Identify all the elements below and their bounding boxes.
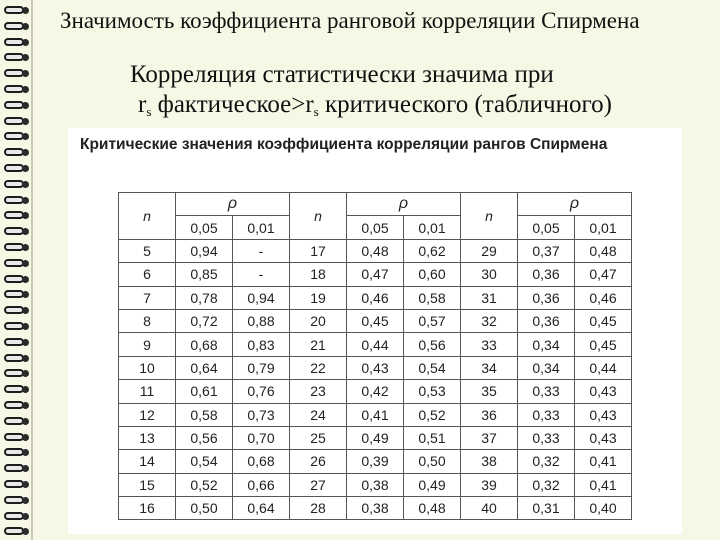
level-005: 0,05	[518, 216, 575, 239]
value-cell: 0,52	[404, 403, 461, 426]
value-cell: 0,56	[176, 426, 233, 449]
table-row	[119, 497, 632, 520]
binding-ring	[4, 383, 30, 397]
value-cell: 0,45	[575, 309, 632, 332]
value-cell: 0,54	[176, 450, 233, 473]
rho-header: ρ	[347, 193, 461, 216]
n-header: n	[461, 193, 518, 240]
n-cell: 16	[119, 497, 176, 520]
s-subscript: s	[146, 104, 152, 119]
n-cell: 22	[290, 356, 347, 379]
value-cell: 0,58	[176, 403, 233, 426]
value-cell: 0,78	[176, 286, 233, 309]
value-cell: 0,39	[347, 450, 404, 473]
n-cell: 18	[290, 263, 347, 286]
n-cell: 40	[461, 497, 518, 520]
table-row	[119, 286, 632, 309]
binding-ring	[4, 494, 30, 508]
value-cell: 0,33	[518, 426, 575, 449]
binding-ring	[4, 241, 30, 255]
table-row	[119, 380, 632, 403]
critical-values-table	[118, 192, 632, 520]
level-005: 0,05	[347, 216, 404, 239]
table-header-row	[119, 193, 632, 216]
binding-ring	[4, 4, 30, 18]
slide-title: Значимость коэффициента ранговой корреляции Спирмена	[60, 8, 640, 33]
value-cell: -	[233, 239, 290, 262]
binding-ring	[4, 130, 30, 144]
value-cell: 0,37	[518, 239, 575, 262]
value-cell: 0,34	[518, 333, 575, 356]
spiral-binding	[0, 0, 34, 540]
value-cell: 0,36	[518, 286, 575, 309]
value-cell: 0,83	[233, 333, 290, 356]
binding-ring	[4, 431, 30, 445]
value-cell: 0,79	[233, 356, 290, 379]
table-row	[119, 356, 632, 379]
binding-ring	[4, 525, 30, 539]
value-cell: 0,56	[404, 333, 461, 356]
value-cell: 0,43	[575, 380, 632, 403]
table-row	[119, 473, 632, 496]
table-row	[119, 263, 632, 286]
n-cell: 37	[461, 426, 518, 449]
binding-ring	[4, 352, 30, 366]
value-cell: 0,57	[404, 309, 461, 332]
n-cell: 21	[290, 333, 347, 356]
value-cell: 0,68	[233, 450, 290, 473]
value-cell: 0,94	[233, 286, 290, 309]
n-cell: 29	[461, 239, 518, 262]
value-cell: 0,64	[233, 497, 290, 520]
value-cell: 0,54	[404, 356, 461, 379]
table-subheader-row	[119, 216, 632, 239]
n-cell: 20	[290, 309, 347, 332]
n-cell: 7	[119, 286, 176, 309]
value-cell: 0,48	[347, 239, 404, 262]
value-cell: 0,42	[347, 380, 404, 403]
n-cell: 19	[290, 286, 347, 309]
level-001: 0,01	[575, 216, 632, 239]
binding-ring	[4, 399, 30, 413]
n-cell: 31	[461, 286, 518, 309]
r-symbol: r	[138, 91, 147, 118]
table-row	[119, 239, 632, 262]
value-cell: 0,66	[233, 473, 290, 496]
n-cell: 28	[290, 497, 347, 520]
value-cell: 0,47	[575, 263, 632, 286]
table-title: Критические значения коэффициента корреляции рангов Спирмена	[80, 136, 608, 153]
subtitle-line-1: Корреляция статистически значима при	[130, 61, 554, 88]
value-cell: 0,38	[347, 497, 404, 520]
n-cell: 30	[461, 263, 518, 286]
binding-ring	[4, 225, 30, 239]
n-cell: 13	[119, 426, 176, 449]
n-cell: 39	[461, 473, 518, 496]
value-cell: 0,41	[575, 473, 632, 496]
n-cell: 35	[461, 380, 518, 403]
value-cell: 0,43	[575, 403, 632, 426]
binding-ring	[4, 209, 30, 223]
n-cell: 36	[461, 403, 518, 426]
page-edge	[31, 0, 33, 540]
value-cell: 0,46	[575, 286, 632, 309]
n-cell: 26	[290, 450, 347, 473]
value-cell: 0,48	[575, 239, 632, 262]
n-cell: 32	[461, 309, 518, 332]
value-cell: 0,62	[404, 239, 461, 262]
table-row	[119, 403, 632, 426]
n-cell: 17	[290, 239, 347, 262]
subtitle-line-2	[130, 90, 690, 127]
binding-ring	[4, 51, 30, 65]
binding-ring	[4, 336, 30, 350]
binding-ring	[4, 20, 30, 34]
value-cell: 0,43	[575, 426, 632, 449]
value-cell: 0,50	[176, 497, 233, 520]
s-subscript-2: s	[313, 104, 319, 119]
binding-ring	[4, 99, 30, 113]
table-row	[119, 333, 632, 356]
value-cell: 0,50	[404, 450, 461, 473]
value-cell: 0,38	[347, 473, 404, 496]
n-cell: 27	[290, 473, 347, 496]
value-cell: 0,61	[176, 380, 233, 403]
value-cell: 0,64	[176, 356, 233, 379]
value-cell: 0,44	[347, 333, 404, 356]
value-cell: 0,85	[176, 263, 233, 286]
n-header: n	[290, 193, 347, 240]
rho-header: ρ	[518, 193, 632, 216]
value-cell: 0,70	[233, 426, 290, 449]
value-cell: 0,53	[404, 380, 461, 403]
subtitle	[130, 60, 690, 127]
n-cell: 33	[461, 333, 518, 356]
value-cell: -	[233, 263, 290, 286]
n-cell: 24	[290, 403, 347, 426]
value-cell: 0,51	[404, 426, 461, 449]
level-001: 0,01	[404, 216, 461, 239]
n-cell: 25	[290, 426, 347, 449]
binding-ring	[4, 162, 30, 176]
n-cell: 6	[119, 263, 176, 286]
value-cell: 0,32	[518, 450, 575, 473]
level-001: 0,01	[233, 216, 290, 239]
value-cell: 0,33	[518, 380, 575, 403]
value-cell: 0,58	[404, 286, 461, 309]
value-cell: 0,48	[404, 497, 461, 520]
n-cell: 11	[119, 380, 176, 403]
value-cell: 0,41	[575, 450, 632, 473]
table-panel	[68, 128, 682, 534]
binding-ring	[4, 257, 30, 271]
n-cell: 8	[119, 309, 176, 332]
binding-ring	[4, 115, 30, 129]
value-cell: 0,76	[233, 380, 290, 403]
value-cell: 0,88	[233, 309, 290, 332]
table-row	[119, 450, 632, 473]
n-cell: 38	[461, 450, 518, 473]
factual-text: фактическое>	[151, 91, 306, 118]
n-cell: 23	[290, 380, 347, 403]
binding-ring	[4, 194, 30, 208]
value-cell: 0,49	[347, 426, 404, 449]
binding-ring	[4, 415, 30, 429]
n-cell: 34	[461, 356, 518, 379]
value-cell: 0,33	[518, 403, 575, 426]
value-cell: 0,36	[518, 309, 575, 332]
n-cell: 14	[119, 450, 176, 473]
value-cell: 0,32	[518, 473, 575, 496]
value-cell: 0,60	[404, 263, 461, 286]
value-cell: 0,47	[347, 263, 404, 286]
value-cell: 0,45	[575, 333, 632, 356]
value-cell: 0,34	[518, 356, 575, 379]
value-cell: 0,45	[347, 309, 404, 332]
binding-ring	[4, 288, 30, 302]
binding-ring	[4, 367, 30, 381]
value-cell: 0,52	[176, 473, 233, 496]
value-cell: 0,68	[176, 333, 233, 356]
binding-ring	[4, 83, 30, 97]
binding-ring	[4, 146, 30, 160]
binding-ring	[4, 462, 30, 476]
n-cell: 12	[119, 403, 176, 426]
r-symbol-2: r	[305, 91, 314, 118]
value-cell: 0,41	[347, 403, 404, 426]
n-header: n	[119, 193, 176, 240]
value-cell: 0,44	[575, 356, 632, 379]
rho-header: ρ	[176, 193, 290, 216]
n-cell: 15	[119, 473, 176, 496]
value-cell: 0,46	[347, 286, 404, 309]
binding-ring	[4, 178, 30, 192]
n-cell: 5	[119, 239, 176, 262]
binding-ring	[4, 320, 30, 334]
binding-ring	[4, 304, 30, 318]
table-row	[119, 309, 632, 332]
value-cell: 0,31	[518, 497, 575, 520]
binding-ring	[4, 36, 30, 50]
value-cell: 0,36	[518, 263, 575, 286]
n-cell: 10	[119, 356, 176, 379]
value-cell: 0,73	[233, 403, 290, 426]
binding-ring	[4, 67, 30, 81]
n-cell: 9	[119, 333, 176, 356]
binding-ring	[4, 510, 30, 524]
level-005: 0,05	[176, 216, 233, 239]
binding-ring	[4, 478, 30, 492]
value-cell: 0,94	[176, 239, 233, 262]
binding-ring	[4, 273, 30, 287]
value-cell: 0,72	[176, 309, 233, 332]
binding-ring	[4, 446, 30, 460]
critical-text: критического (табличного)	[318, 91, 612, 118]
table-row	[119, 426, 632, 449]
value-cell: 0,49	[404, 473, 461, 496]
value-cell: 0,40	[575, 497, 632, 520]
value-cell: 0,43	[347, 356, 404, 379]
